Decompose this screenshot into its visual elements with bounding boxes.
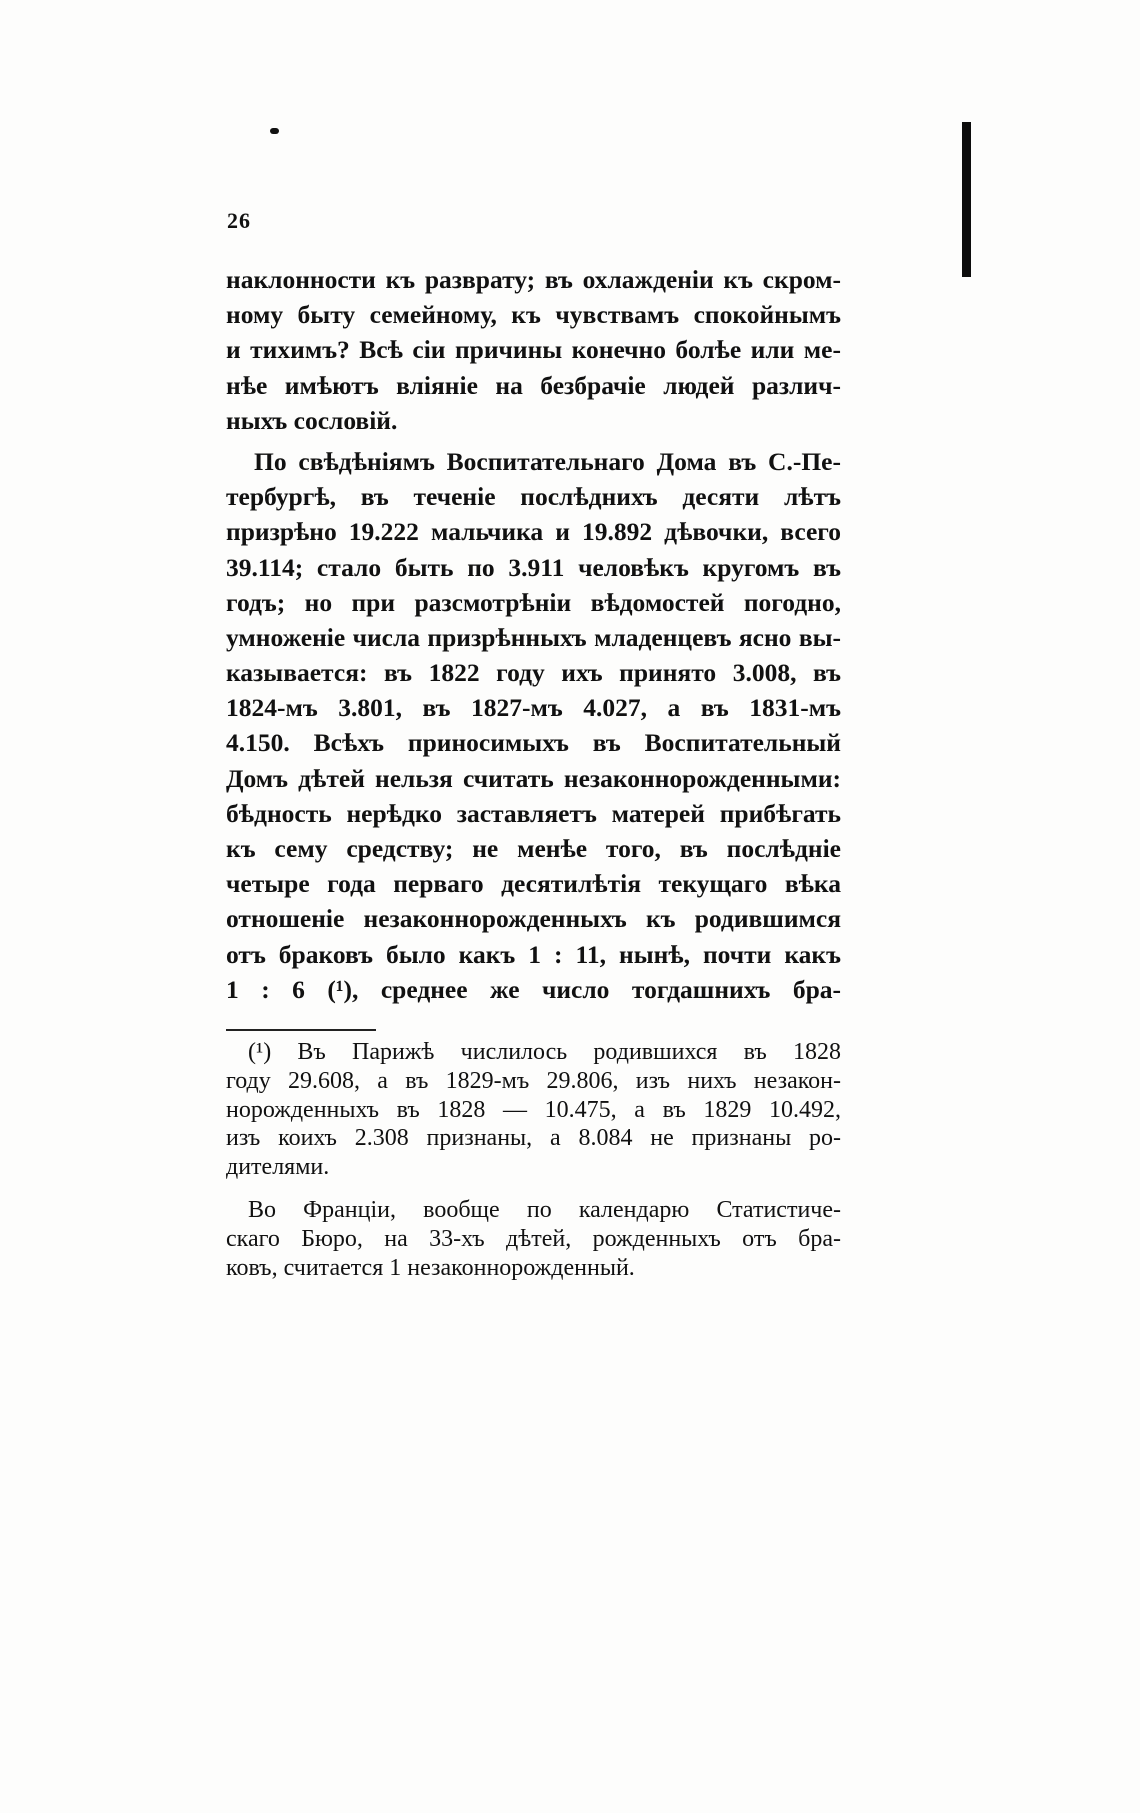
footnote-line: ковъ, считается 1 незаконнорожденный. [226, 1254, 635, 1281]
footnote-line: Во Франціи, вообще по календарю Статистиче- [248, 1196, 841, 1223]
text-line: отношеніе незаконнорожденныхъ къ родившимся [226, 904, 841, 934]
text-line: наклонности къ разврату; въ охлажденіи къ скром- [226, 265, 841, 294]
text-line: нѣе имѣютъ вліяніе на безбрачіе людей различ- [226, 370, 841, 400]
main-text [226, 262, 841, 1007]
text-line: 4.150. Всѣхъ приносимыхъ въ Воспитательный [226, 728, 841, 758]
text-line: четыре года перваго десятилѣтія текущаго вѣка [226, 869, 841, 899]
text-line: призрѣно 19.222 мальчика и 19.892 дѣвочки, всего [226, 517, 841, 547]
text-line: 39.114; стало быть по 3.911 человѣкъ кругомъ въ [226, 552, 841, 582]
page-edge-bar [962, 122, 971, 277]
page-number: 26 [227, 208, 251, 233]
footnote-line: (¹) Въ Парижѣ числилось родившихся въ 1828 [248, 1039, 841, 1065]
footnote-line: норожденныхъ въ 1828 — 10.475, а въ 1829 10.492, [226, 1096, 841, 1123]
text-line: 1 : 6 (¹), среднее же число тогдашнихъ бра- [226, 974, 841, 1004]
text-line: отъ браковъ было какъ 1 : 11, нынѣ, почти какъ [226, 939, 841, 969]
text-line: По свѣдѣніямъ Воспитательнаго Дома въ С.-Пе- [254, 446, 841, 476]
footnote-line: изъ коихъ 2.308 признаны, а 8.084 не признаны ро- [226, 1125, 841, 1152]
text-line: Домъ дѣтей нельзя считать незаконнорожденными: [226, 763, 841, 793]
footnote-line: скаго Бюро, на 33-хъ дѣтей, рожденныхъ отъ бра- [226, 1225, 841, 1252]
text-line: годъ; но при разсмотрѣніи вѣдомостей погодно, [226, 587, 841, 617]
text-line: казывается: въ 1822 году ихъ принято 3.008, въ [226, 658, 841, 688]
text-line: ныхъ сословій. [226, 405, 398, 435]
footnotes [226, 1038, 841, 1282]
text-line: тербургѣ, въ теченіе послѣднихъ десяти лѣтъ [226, 482, 841, 512]
text-line: къ сему средству; не менѣе того, въ послѣдніе [226, 834, 841, 863]
footnote-separator [226, 1029, 376, 1031]
text-line: и тихимъ? Всѣ сіи причины конечно болѣе или ме- [226, 335, 841, 365]
text-line: бѣдность нерѣдко заставляетъ матерей прибѣгать [226, 798, 841, 828]
footnote-line: дителями. [226, 1154, 330, 1181]
text-line: умноженіе числа призрѣнныхъ младенцевъ ясно вы- [226, 622, 841, 652]
footnote-line: году 29.608, а въ 1829-мъ 29.806, изъ нихъ незакон- [226, 1067, 841, 1094]
ink-mark [270, 128, 279, 134]
text-line: 1824-мъ 3.801, въ 1827-мъ 4.027, а въ 1831-мъ [226, 693, 841, 723]
text-line: ному быту семейному, къ чувствамъ спокойнымъ [226, 300, 841, 330]
